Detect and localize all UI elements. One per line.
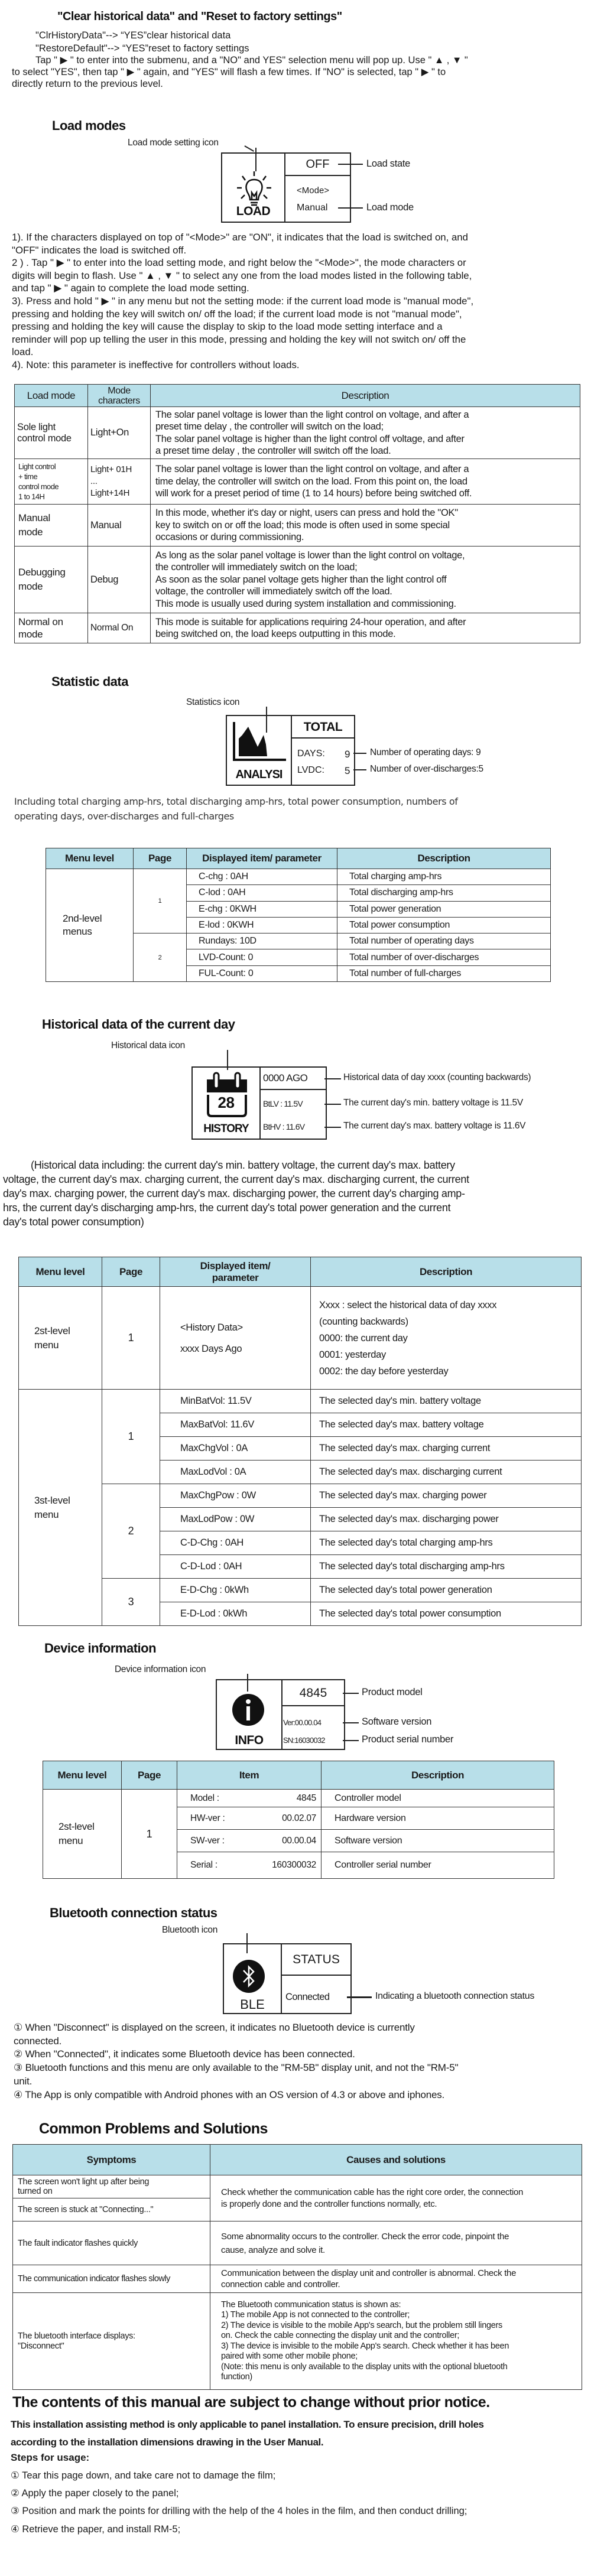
col-header: Menu level [43, 1761, 122, 1790]
table-row [19, 1287, 582, 1390]
bluetooth-icon-caption: BLE [240, 1997, 265, 2012]
col-header: Page [134, 848, 187, 869]
load-mode-cell: Normal on mode [15, 613, 88, 643]
item-cell: Rundays: 10D [187, 934, 337, 949]
callout-line [245, 145, 254, 151]
callout-line [338, 164, 363, 165]
item-value: 00.02.07 [282, 1813, 316, 1823]
item-cell: E-D-Chg : 0kWh [160, 1579, 311, 1602]
col-header: Causes and solutions [210, 2145, 582, 2175]
callout-line [353, 769, 366, 770]
description-cell: The selected day's total discharging amp-hrs [311, 1555, 582, 1579]
restore-default-line: "RestoreDefault"--> “YES”reset to factory settings [35, 43, 249, 54]
item-cell: C-lod : 0AH [187, 885, 337, 901]
symptom-cell: The screen won't light up after being turned on [13, 2175, 210, 2198]
page-cell: 1 [134, 869, 187, 934]
description-cell: The selected day's total charging amp-hrs [311, 1531, 582, 1555]
lvdc-callout: Number of over-discharges:5 [370, 764, 483, 774]
item-value: 160300032 [272, 1860, 316, 1870]
display-divider [282, 1705, 344, 1706]
item-cell [177, 1852, 322, 1879]
item-value: 4845 [296, 1793, 316, 1803]
load-mode-cell: Sole light control mode [15, 407, 88, 459]
mode-chars-cell: Manual [88, 505, 151, 547]
item-value: 00.00.04 [282, 1835, 316, 1846]
description-cell: Hardware version [322, 1807, 554, 1830]
description-cell: Controller serial number [322, 1852, 554, 1879]
description-cell: Software version [322, 1830, 554, 1852]
statistics-display [226, 715, 355, 786]
load-mode-cell: Manual mode [15, 505, 88, 547]
col-header: Displayed item/ parameter [160, 1257, 311, 1287]
table-row [13, 2222, 582, 2265]
device-table [43, 1761, 554, 1879]
load-mode-callout: Load mode [366, 202, 414, 213]
col-header: Load mode [15, 385, 88, 407]
clr-history-line: "ClrHistoryData"--> “YES”clear historical data [35, 30, 231, 41]
callout-line [343, 1693, 359, 1694]
menu-level-cell: 2nd-level menus [46, 869, 134, 982]
change-notice: The contents of this manual are subject to change without prior notice. [12, 2394, 490, 2411]
symptom-cell: The communication indicator flashes slowly [13, 2265, 210, 2293]
table-row [19, 1579, 582, 1602]
item-label: Serial : [190, 1860, 217, 1870]
days-value: 9 [345, 749, 350, 760]
load-mode-notes: 1). If the characters displayed on top of "<Mode>" are "ON", it indicates that the load is switched on, and "OFF" indicates the load is switched off. 2 ) . Tap " ▶ " to enter into the load setting mode, and right below the "<Mode>", the mode characters or digits will begin to flash. Use " ▲ , ▼ " to select any one from the load modes listed in the following table, and tap " ▶ " again to complete the load mode setting. 3). Press and hold " ▶ " in any menu but not the setting mode: if the current load mode is "manual mode", pressing and holding the key will switch on/ off the load; if the current load mode is not "manual mode", pressing and holding the key will cause the display to skip to the load mode setting interface and a reminder will pop up telling the user in this mode, pressing and holding the key will not switch on/ off the load. 4). Note: this parameter is ineffective for controllers without loads. [12, 232, 474, 370]
calendar-day: 28 [217, 1094, 235, 1111]
days-ago-value: 0000 AGO [263, 1072, 308, 1084]
table-row [15, 547, 580, 613]
description-cell: The selected day's max. discharging power [311, 1508, 582, 1531]
callout-line [343, 1722, 359, 1723]
info-icon [232, 1693, 265, 1726]
model-value: 4845 [299, 1686, 327, 1700]
bluetooth-display [223, 1943, 352, 2014]
col-header: Mode characters [88, 385, 151, 407]
description-cell: Total charging amp-hrs [337, 869, 551, 885]
description-cell: This mode is suitable for applications requiring 24-hour operation, and after being switched on, the load keeps outputting in this mode. [151, 613, 580, 643]
statistic-heading: Statistic data [51, 674, 128, 689]
clear-instructions: Tap " ▶ " to enter into the submenu, and a "NO" and YES" selection menu will pop up. Use " ▲ , ▼ " to select "YES", then tap " ▶ " again, and "YES" will flash a few times. If "NO" is selected, tap " ▶ " to directly return to the previous level. [12, 55, 468, 89]
callout-line [324, 1078, 341, 1079]
version-value: Ver:00.00.04 [283, 1718, 322, 1727]
status-title: STATUS [293, 1953, 340, 1966]
table-row [13, 2175, 582, 2198]
description-cell: Total discharging amp-hrs [337, 885, 551, 901]
item-cell: MaxLodVol : 0A [160, 1461, 311, 1484]
statistic-table [46, 848, 551, 982]
table-row [15, 505, 580, 547]
mode-chars-cell: Debug [88, 547, 151, 613]
menu-level-cell: 3st-level menu [19, 1390, 102, 1626]
load-state-callout: Load state [366, 158, 411, 169]
col-header: Symptoms [13, 2145, 210, 2175]
callout-line [324, 1104, 341, 1105]
description-cell: The selected day's max. battery voltage [311, 1413, 582, 1437]
load-icon-label: Load mode setting icon [128, 138, 219, 148]
step-item: ① Tear this page down, and take care not to damage the film; [11, 2470, 276, 2481]
table-header-row [46, 848, 551, 869]
lvdc-value: 5 [345, 765, 350, 776]
load-mode-value: Manual [297, 203, 328, 213]
statistics-icon-caption: ANALYSI [235, 768, 282, 781]
problems-table [12, 2144, 582, 2390]
item-label: SW-ver : [190, 1835, 225, 1846]
item-label: Model : [190, 1793, 219, 1803]
menu-level-cell: 2st-level menu [43, 1790, 122, 1879]
callout-line [343, 1740, 359, 1741]
col-header: Page [102, 1257, 160, 1287]
load-mode-cell: Debugging mode [15, 547, 88, 613]
col-header: Description [322, 1761, 554, 1790]
description-cell: The solar panel voltage is lower than the light control on voltage, and after a time delay, the controller will switch on the load. From this point on, the load will work for a preset period of time (1 to 14 hours) before being switched off. [151, 459, 580, 505]
btlv-value: BtLV : 11.5V [263, 1099, 303, 1108]
table-row [13, 2265, 582, 2293]
page-cell: 1 [102, 1287, 160, 1390]
table-row [43, 1790, 554, 1807]
statistics-chart-icon [232, 721, 286, 762]
bthv-value: BtHV : 11.6V [263, 1122, 305, 1131]
description-cell: Controller model [322, 1790, 554, 1807]
step-item: ③ Position and mark the points for drilling with the help of the 4 holes in the film, and then conduct drilling; [11, 2506, 467, 2516]
col-header: Item [177, 1761, 322, 1790]
symptom-cell: The screen is stuck at "Connecting..." [13, 2198, 210, 2222]
col-header: Menu level [19, 1257, 102, 1287]
callout-line [353, 753, 366, 754]
bthv-callout: The current day's max. battery voltage is 11.6V [343, 1121, 526, 1131]
item-cell: <History Data> xxxx Days Ago [160, 1287, 311, 1390]
table-row [19, 1390, 582, 1413]
install-note: This installation assisting method is only applicable to panel installation. To ensure precision, drill holes according to the installation dimensions drawing in the User Manual. [11, 2419, 484, 2448]
status-callout: Indicating a bluetooth connection status [375, 1991, 535, 2001]
menu-level-cell: 2st-level menu [19, 1287, 102, 1390]
item-cell: MaxChgPow : 0W [160, 1484, 311, 1508]
statistics-icon-label: Statistics icon [186, 697, 240, 707]
col-header: Description [311, 1257, 582, 1287]
col-header: Description [151, 385, 580, 407]
symptom-cell: The bluetooth interface displays: "Disconnect" [13, 2293, 210, 2390]
table-header-row [43, 1761, 554, 1790]
display-divider [261, 1089, 326, 1090]
serial-value: SN:16030032 [283, 1736, 325, 1745]
solution-cell: Communication between the display unit and controller is abnormal. Check the connection cable and controller. [210, 2265, 582, 2293]
btlv-callout: The current day's min. battery voltage is 11.5V [343, 1098, 523, 1108]
step-item: ④ Retrieve the paper, and install RM-5; [11, 2524, 181, 2535]
bluetooth-icon [232, 1959, 265, 1993]
description-cell: The selected day's max. discharging current [311, 1461, 582, 1484]
load-modes-table [14, 384, 580, 643]
description-cell: Total number of full-charges [337, 965, 551, 981]
bluetooth-notes: ① When "Disconnect" is displayed on the screen, it indicates no Bluetooth device is currently connected. ② When "Connected", it indicates some Bluetooth device has been connected. ③ Bluetooth functions and this menu are only available to the "RM-5B" display unit, and not the "RM-5" unit. ④ The App is only compatible with Android phones with an OS version of 4.3 or above and iphones. [14, 2022, 459, 2100]
info-icon-caption: INFO [235, 1733, 264, 1747]
connection-status-value: Connected [285, 1992, 330, 2002]
display-divider [292, 737, 354, 739]
description-cell: The selected day's total power consumption [311, 1602, 582, 1626]
item-cell: MaxChgVol : 0A [160, 1437, 311, 1461]
display-divider [259, 1068, 261, 1139]
callout-line [347, 1996, 372, 1998]
col-header: Displayed item/ parameter [187, 848, 337, 869]
device-display [216, 1679, 345, 1750]
mode-caption: <Mode> [297, 186, 330, 196]
history-table [18, 1257, 582, 1626]
item-label: HW-ver : [190, 1813, 225, 1823]
history-icon-caption: HISTORY [203, 1123, 249, 1135]
version-callout: Software version [362, 1716, 432, 1727]
device-heading: Device information [44, 1641, 157, 1655]
page-cell: 2 [134, 934, 187, 982]
mode-chars-cell: Normal On [88, 613, 151, 643]
item-cell: E-lod : 0KWH [187, 917, 337, 933]
history-description: (Historical data including: the current day's min. battery voltage, the current day's max. battery voltage, the current day's max. charging current, the current day's max. discharging current, the current day's max. charging power, the current day's max. discharging power, the current day's charging amp- hrs, the current day's discharging amp-hrs, the current day's total power generation and the current day's total power consumption) [3, 1159, 469, 1228]
table-header-row [15, 385, 580, 407]
page-cell: 1 [102, 1390, 160, 1484]
description-cell: In this mode, whether it's day or night, users can press and hold the "OK" key to switch on or off the load; this mode is often used in some special occasions or during commissioning. [151, 505, 580, 547]
total-title: TOTAL [303, 720, 343, 734]
lvdc-label: LVDC: [297, 765, 324, 775]
device-icon-label: Device information icon [115, 1664, 206, 1674]
mode-chars-cell: Light+On [88, 407, 151, 459]
step-item: ② Apply the paper closely to the panel; [11, 2488, 179, 2499]
page-cell: 1 [122, 1790, 177, 1879]
load-icon-caption: LOAD [236, 204, 271, 218]
description-cell: The selected day's min. battery voltage [311, 1390, 582, 1413]
load-display [221, 152, 351, 223]
load-modes-heading: Load modes [52, 118, 126, 133]
col-header: Description [337, 848, 551, 869]
description-cell: The solar panel voltage is lower than the light control on voltage, and after a preset time delay , the controller will switch on the load; The solar panel voltage is higher than the light control off voltage, and after a preset time delay , the controller will switch off the load. [151, 407, 580, 459]
statistic-description: Including total charging amp-hrs, total discharging amp-hrs, total power consumption, numbers of operating days, over-discharges and full-charges [14, 796, 458, 822]
steps-title: Steps for usage: [11, 2452, 90, 2463]
item-cell: FUL-Count: 0 [187, 965, 337, 981]
item-cell: MinBatVol: 11.5V [160, 1390, 311, 1413]
table-row [19, 1484, 582, 1508]
description-cell: As long as the solar panel voltage is lower than the light control on voltage, the controller will immediately switch on the load; As soon as the solar panel voltage gets higher than the light control off voltage, the controller will immediately switch off the load. This mode is usually used during system installation and commissioning. [151, 547, 580, 613]
description-cell: The selected day's total power generation [311, 1579, 582, 1602]
model-callout: Product model [362, 1687, 423, 1697]
item-cell: MaxBatVol: 11.6V [160, 1413, 311, 1437]
light-bulb-icon [235, 170, 273, 207]
description-cell: The selected day's max. charging current [311, 1437, 582, 1461]
description-cell: Total power consumption [337, 917, 551, 933]
callout-line [324, 1127, 341, 1128]
table-header-row [19, 1257, 582, 1287]
callout-line [338, 207, 363, 209]
item-cell: E-D-Lod : 0kWh [160, 1602, 311, 1626]
symptom-cell: The fault indicator flashes quickly [13, 2222, 210, 2265]
mode-chars-cell: Light+ 01H ... Light+14H [88, 459, 151, 505]
display-divider [282, 1975, 350, 1976]
description-cell: The selected day's max. charging power [311, 1484, 582, 1508]
item-cell: LVD-Count: 0 [187, 949, 337, 965]
page-cell: 2 [102, 1484, 160, 1579]
table-row [46, 869, 551, 885]
table-header-row [13, 2145, 582, 2175]
days-label: DAYS: [297, 749, 325, 759]
col-header: Menu level [46, 848, 134, 869]
days-callout: Number of operating days: 9 [370, 747, 481, 757]
item-cell [177, 1790, 322, 1807]
problems-heading: Common Problems and Solutions [39, 2120, 268, 2137]
table-row [15, 613, 580, 643]
bluetooth-icon-label: Bluetooth icon [162, 1925, 218, 1935]
bluetooth-heading: Bluetooth connection status [50, 1905, 217, 1920]
table-row [15, 459, 580, 505]
item-cell: C-D-Chg : 0AH [160, 1531, 311, 1555]
item-cell: C-D-Lod : 0AH [160, 1555, 311, 1579]
load-state-value: OFF [306, 158, 330, 171]
display-divider [285, 175, 350, 176]
days-ago-callout: Historical data of day xxxx (counting backwards) [343, 1072, 531, 1082]
serial-callout: Product serial number [362, 1734, 454, 1745]
description-cell: Total number of over-discharges [337, 949, 551, 965]
solution-cell: The Bluetooth communication status is shown as: 1) The mobile App is not connected to the controller; 2) The device is visible to the mobile App's search, but the problem still lingers on. Check the cable connecting the display unit and the controller; 3) The device is invisible to the mobile App's search. Check whether it has been paired with some other mobile phone; (Note: this menu is only available to the display units with the optional bluetooth function) [210, 2293, 582, 2390]
description-cell: Xxxx : select the historical data of day xxxx (counting backwards) 0000: the current day 0001: yesterday 0002: the day before yesterday [311, 1287, 582, 1390]
item-cell: MaxLodPow : 0W [160, 1508, 311, 1531]
item-cell [177, 1807, 322, 1830]
page-cell: 3 [102, 1579, 160, 1626]
item-cell [177, 1830, 322, 1852]
col-header: Page [122, 1761, 177, 1790]
solution-cell: Some abnormality occurs to the controller. Check the error code, pinpoint the cause, analyze and solve it. [210, 2222, 582, 2265]
history-display [191, 1066, 327, 1140]
table-row [15, 407, 580, 459]
description-cell: Total power generation [337, 901, 551, 917]
solution-cell: Check whether the communication cable has the right core order, the connection is properly done and the controller functions normally, etc. [210, 2175, 582, 2222]
history-heading: Historical data of the current day [42, 1017, 235, 1032]
load-mode-cell: Light control + time control mode 1 to 14H [15, 459, 88, 505]
history-icon-label: Historical data icon [111, 1040, 185, 1050]
description-cell: Total number of operating days [337, 934, 551, 949]
clear-section-title: "Clear historical data" and "Reset to factory settings" [57, 10, 342, 23]
table-row [13, 2293, 582, 2390]
item-cell: C-chg : 0AH [187, 869, 337, 885]
item-cell: E-chg : 0KWH [187, 901, 337, 917]
